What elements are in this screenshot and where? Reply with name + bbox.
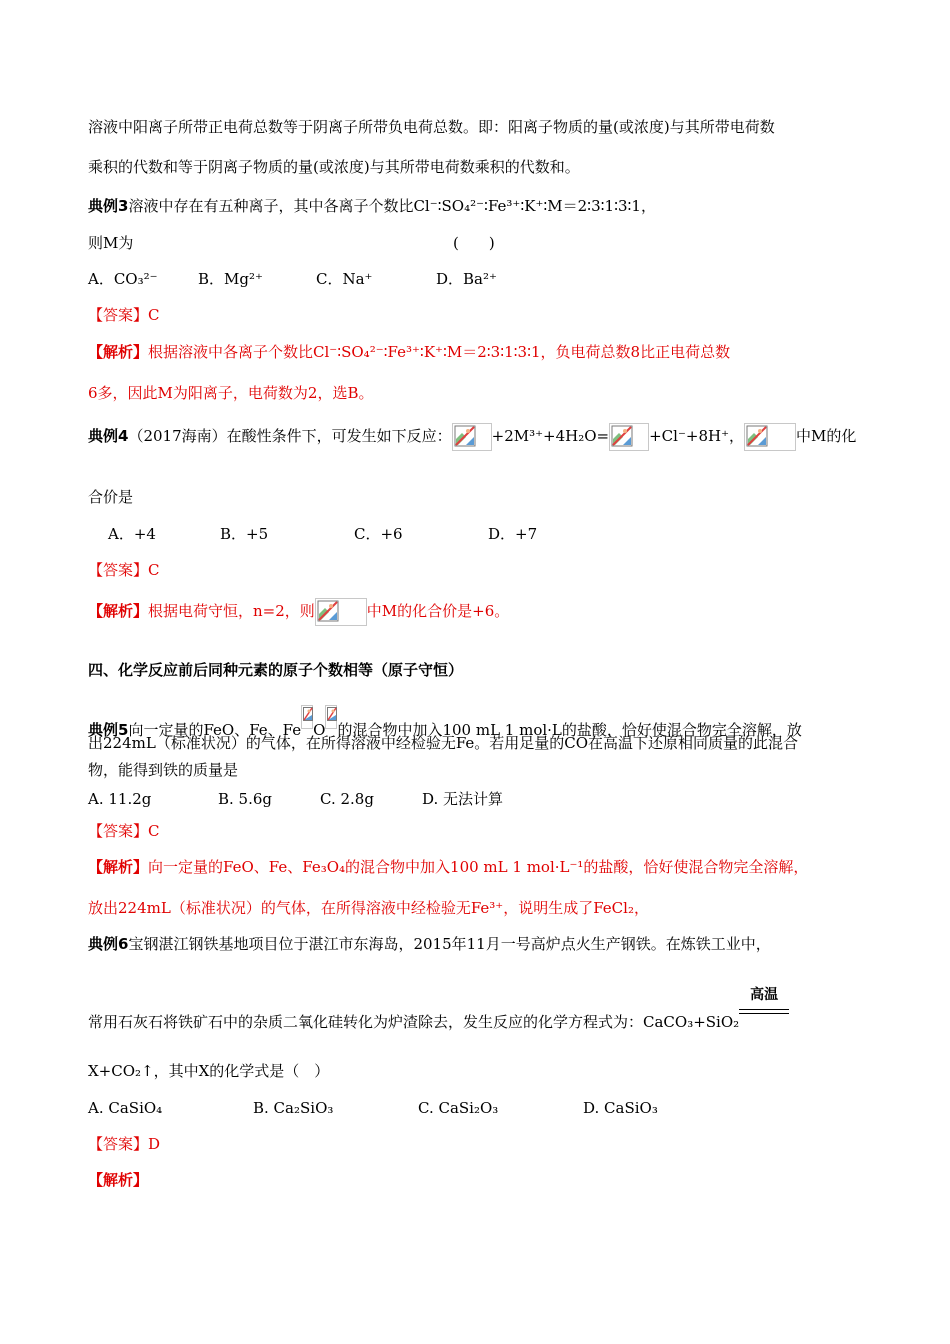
intro-line-1: 溶液中阳离子所带正电荷总数等于阴离子所带负电荷总数。即：阳离子物质的量(或浓度)与其所带电荷数 [88, 118, 775, 136]
example-6-text: 宝钢湛江钢铁基地项目位于湛江市东海岛，2015年11月一号高炉点火生产钢铁。在炼铁工业中， [128, 935, 771, 953]
example-4-label: 典例4 [88, 427, 129, 445]
option-c: C. 2.8g [320, 790, 374, 808]
explanation-text-b: 中M的化合价是+6。 [366, 602, 510, 620]
explanation-label: 【解析】 [88, 343, 149, 361]
example-4-answer: 【答案】C [88, 561, 160, 579]
example-5-explanation-2: 放出224mL（标准状况）的气体，在所得溶液中经检验无Fe³⁺，说明生成了FeCl₂， [88, 899, 649, 917]
example-3-label: 典例3 [88, 197, 129, 215]
example-4-question-line-2: 合价是 [88, 488, 134, 506]
example-6-text-2: 常用石灰石将铁矿石中的杂质二氧化硅转化为炉渣除去，发生反应的化学方程式为：CaCO₃+SiO₂ [88, 1013, 740, 1031]
explanation-text: 向一定量的FeO、Fe、Fe₃O₄的混合物中加入100 mL 1 mol·L⁻¹的盐酸，恰好使混合物完全溶解， [148, 858, 809, 876]
example-3-paren: ( ) [453, 234, 495, 252]
example-5-explanation [88, 857, 808, 877]
explanation-label: 【解析】 [88, 858, 149, 876]
option-c: C．Na⁺ [316, 270, 373, 288]
option-d: D. CaSiO₃ [583, 1099, 658, 1117]
example-5-options [88, 789, 503, 809]
section-heading: 四、化学反应前后同种元素的原子个数相等（原子守恒） [88, 661, 464, 679]
intro-line-2: 乘积的代数和等于阴离子物质的量(或浓度)与其所带电荷数乘积的代数和。 [88, 158, 580, 176]
example-3-answer: 【答案】C [88, 306, 160, 324]
option-b: B. 5.6g [218, 790, 273, 808]
example-3-text: 溶液中存在有五种离子，其中各离子个数比Cl⁻∶SO₄²⁻∶Fe³⁺∶K⁺∶M＝2∶3∶1∶3∶1， [128, 197, 656, 215]
option-a: A．CO₃²⁻ [88, 270, 158, 288]
example-6-question [88, 934, 771, 954]
example-6-question-line-2 [88, 987, 789, 1032]
example-3-question-line-2 [88, 233, 495, 253]
example-5-text-a: 向一定量的FeO、Fe、Fe [128, 721, 302, 739]
broken-image-icon [609, 423, 649, 451]
option-a: A. CaSiO₄ [88, 1099, 163, 1117]
option-d: D．+7 [488, 525, 538, 543]
broken-image-icon [301, 705, 313, 729]
broken-image-icon [744, 423, 796, 451]
example-6-label: 典例6 [88, 935, 129, 953]
example-3-options [88, 269, 497, 289]
reaction-condition-arrow [739, 987, 789, 1027]
example-5-text-b: O [313, 721, 326, 739]
option-b: B. Ca₂SiO₃ [253, 1099, 334, 1117]
reaction-condition: 高温 [750, 987, 779, 1003]
example-5-question-line-3: 物，能得到铁的质量是 [88, 761, 239, 779]
option-d: D．Ba²⁺ [436, 270, 497, 288]
example-4-question [88, 423, 856, 451]
example-4-text-d: 中M的化 [795, 427, 857, 445]
equation-bar-bottom [739, 1013, 789, 1014]
option-c: C. CaSi₂O₃ [418, 1099, 499, 1117]
example-6-explanation-label: 【解析】 [88, 1171, 149, 1189]
example-5-question-line-2: 出224mL（标准状况）的气体，在所得溶液中经检验无Fe。若用足量的CO在高温下还原相同质量的此混合 [88, 734, 799, 752]
example-4-text-b: +2M³⁺+4H₂O= [491, 427, 610, 445]
example-3-question [88, 196, 656, 216]
example-4-text-a: （2017海南）在酸性条件下，可发生如下反应： [128, 427, 452, 445]
option-b: B．+5 [220, 525, 269, 543]
broken-image-icon [315, 598, 367, 626]
example-6-options [88, 1098, 658, 1118]
example-4-explanation [88, 598, 509, 626]
explanation-text: 根据溶液中各离子个数比Cl⁻∶SO₄²⁻∶Fe³⁺∶K⁺∶M＝2∶3∶1∶3∶1，负电荷总数8比正电荷总数 [148, 343, 731, 361]
broken-image-icon [452, 423, 492, 451]
example-5-text-c: 的混合物中加入100 mL 1 mol·L的盐酸，恰好使混合物完全溶解，放 [337, 721, 802, 739]
example-4-text-c: +Cl⁻+8H⁺， [649, 427, 744, 445]
broken-image-icon [325, 705, 337, 729]
example-3-explanation-2: 6多，因此M为阳离子，电荷数为2，选B。 [88, 384, 374, 402]
option-b: B．Mg²⁺ [198, 270, 263, 288]
example-3-explanation [88, 342, 730, 362]
example-5-answer: 【答案】C [88, 822, 160, 840]
example-3-text-2: 则M为 [88, 234, 134, 252]
example-5-label: 典例5 [88, 721, 129, 739]
option-d: D. 无法计算 [422, 790, 504, 808]
example-4-options [108, 524, 537, 544]
equation-bar-top [739, 1009, 789, 1010]
example-6-answer: 【答案】D [88, 1135, 161, 1153]
example-6-question-line-3: X+CO₂↑，其中X的化学式是（ ） [88, 1062, 330, 1080]
explanation-text-a: 根据电荷守恒，n=2，则 [148, 602, 315, 620]
option-a: A. 11.2g [88, 790, 152, 808]
option-c: C．+6 [354, 525, 403, 543]
option-a: A．+4 [108, 525, 156, 543]
explanation-label: 【解析】 [88, 602, 149, 620]
